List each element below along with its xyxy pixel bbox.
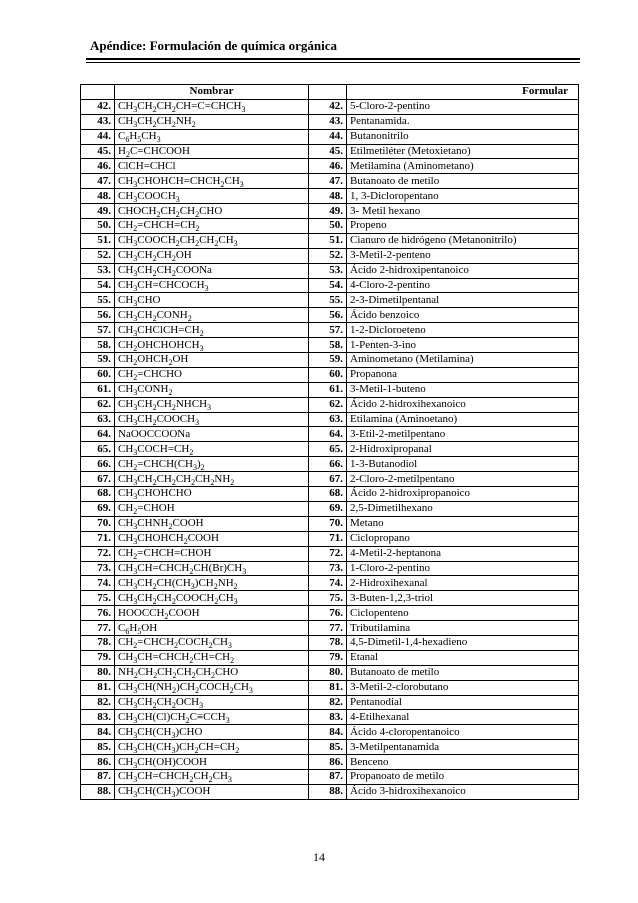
formula-cell: $CH_3CHOHCHO$	[115, 487, 309, 502]
row-number-left: 42.	[81, 99, 115, 114]
formula-cell: $CH_3CH_2CH_2COONa$	[115, 263, 309, 278]
formula-cell: $CH_3CONH_2$	[115, 382, 309, 397]
row-number-right: 45.	[309, 144, 347, 159]
name-cell: 3-Buten-1,2,3-triol	[347, 591, 579, 606]
row-number-left: 84.	[81, 725, 115, 740]
row-number-left: 82.	[81, 695, 115, 710]
formula-cell: ClCH=CHCl	[115, 159, 309, 174]
table-row	[81, 665, 579, 680]
table-row	[81, 457, 579, 472]
table-row	[81, 219, 579, 234]
formula-cell: $CH_3CH_2CH_2CH=C=CHCH_3$	[115, 99, 309, 114]
table-row	[81, 755, 579, 770]
formula-cell: $CH_3CH=CHCOCH_3$	[115, 278, 309, 293]
formula-cell: $CH_3CH_2CH_2CH_2CH_2NH_2$	[115, 472, 309, 487]
formula-cell: $CH_2=CHCH=CH_2$	[115, 219, 309, 234]
table-row	[81, 397, 579, 412]
name-cell: Propeno	[347, 219, 579, 234]
header-rule-thick	[86, 58, 580, 60]
row-number-right: 53.	[309, 263, 347, 278]
name-cell: 3-Etil-2-metilpentano	[347, 427, 579, 442]
row-number-right: 48.	[309, 189, 347, 204]
row-number-right: 52.	[309, 248, 347, 263]
name-cell: Tributilamina	[347, 621, 579, 636]
row-number-left: 88.	[81, 784, 115, 799]
table-row	[81, 204, 579, 219]
table-row	[81, 501, 579, 516]
table-row	[81, 353, 579, 368]
row-number-left: 56.	[81, 308, 115, 323]
row-number-left: 77.	[81, 621, 115, 636]
row-number-left: 60.	[81, 367, 115, 382]
name-cell: Etilmetiléter (Metoxietano)	[347, 144, 579, 159]
row-number-left: 47.	[81, 174, 115, 189]
row-number-right: 68.	[309, 487, 347, 502]
table-row	[81, 263, 579, 278]
table-row	[81, 144, 579, 159]
row-number-left: 71.	[81, 531, 115, 546]
row-number-right: 61.	[309, 382, 347, 397]
formula-cell: $C_6H_5CH_3$	[115, 129, 309, 144]
row-number-left: 86.	[81, 755, 115, 770]
row-number-right: 77.	[309, 621, 347, 636]
table-row	[81, 412, 579, 427]
row-number-left: 87.	[81, 769, 115, 784]
name-cell: 1-Cloro-2-pentino	[347, 561, 579, 576]
table-row	[81, 710, 579, 725]
formula-cell: $CH_3CH=CHCH_2CH=CH_2$	[115, 650, 309, 665]
row-number-right: 86.	[309, 755, 347, 770]
formula-cell: $CH_2=CHCH(CH_3)_2$	[115, 457, 309, 472]
formula-cell: $NH_2CH_2CH_2CH_2CH_2CHO$	[115, 665, 309, 680]
formula-cell: $CH_3CH_2CH(CH_3)CH_2NH_2$	[115, 576, 309, 591]
row-number-left: 76.	[81, 606, 115, 621]
name-cell: 3-Metil-1-buteno	[347, 382, 579, 397]
table-row	[81, 606, 579, 621]
table-row	[81, 695, 579, 710]
table-row	[81, 442, 579, 457]
name-cell: Etilamina (Aminoetano)	[347, 412, 579, 427]
name-cell: 1-Penten-3-ino	[347, 338, 579, 353]
row-number-left: 48.	[81, 189, 115, 204]
table-row	[81, 382, 579, 397]
name-cell: Butanoato de metilo	[347, 665, 579, 680]
name-cell: Ciclopenteno	[347, 606, 579, 621]
name-cell: Pentanamida.	[347, 114, 579, 129]
name-cell: 1-3-Butanodiol	[347, 457, 579, 472]
row-number-right: 71.	[309, 531, 347, 546]
row-number-left: 79.	[81, 650, 115, 665]
name-cell: 3- Metil hexano	[347, 204, 579, 219]
name-cell: Ácido 3-hidroxihexanoico	[347, 784, 579, 799]
name-cell: 4-Metil-2-heptanona	[347, 546, 579, 561]
row-number-right: 74.	[309, 576, 347, 591]
row-number-right: 62.	[309, 397, 347, 412]
formula-cell: $CH_3COOCH_3$	[115, 189, 309, 204]
formula-cell: $CHOCH_2CH_2CH_2CHO$	[115, 204, 309, 219]
name-cell: Ácido 4-cloropentanoico	[347, 725, 579, 740]
table-header-row	[81, 85, 579, 100]
table-row	[81, 576, 579, 591]
formula-cell: $CH_3CH=CHCH_2CH_2CH_3$	[115, 769, 309, 784]
formula-cell: $CH_2OHCH_2OH$	[115, 353, 309, 368]
name-cell: Pentanodial	[347, 695, 579, 710]
row-number-right: 60.	[309, 367, 347, 382]
table-row	[81, 308, 579, 323]
formula-cell: $CH_3CH=CHCH_2CH(Br)CH_3$	[115, 561, 309, 576]
formula-cell: $CH_3CH_2CH_2OH$	[115, 248, 309, 263]
row-number-right: 58.	[309, 338, 347, 353]
name-cell: Butanoato de metilo	[347, 174, 579, 189]
formula-cell: $CH_3CHOHCH_2COOH$	[115, 531, 309, 546]
formula-cell: $CH_3COOCH_2CH_2CH_2CH_3$	[115, 233, 309, 248]
row-number-right: 51.	[309, 233, 347, 248]
table-row	[81, 293, 579, 308]
formula-cell: $CH_3CH(CH_3)COOH$	[115, 784, 309, 799]
row-number-right: 72.	[309, 546, 347, 561]
row-number-left: 85.	[81, 740, 115, 755]
table-row	[81, 591, 579, 606]
formula-cell: $CH_3COCH=CH_2$	[115, 442, 309, 457]
row-number-left: 66.	[81, 457, 115, 472]
header-formular: Formular	[347, 85, 579, 100]
row-number-right: 44.	[309, 129, 347, 144]
formula-cell: $CH_3CH(NH_2)CH_2COCH_2CH_3$	[115, 680, 309, 695]
row-number-right: 81.	[309, 680, 347, 695]
row-number-right: 73.	[309, 561, 347, 576]
row-number-left: 81.	[81, 680, 115, 695]
table-body	[81, 99, 579, 799]
formula-cell: $CH_3CHClCH=CH_2$	[115, 323, 309, 338]
row-number-left: 68.	[81, 487, 115, 502]
table-row	[81, 323, 579, 338]
name-cell: 1-2-Dicloroeteno	[347, 323, 579, 338]
name-cell: 3-Metil-2-penteno	[347, 248, 579, 263]
row-number-left: 63.	[81, 412, 115, 427]
name-cell: 4-Etilhexanal	[347, 710, 579, 725]
formula-cell: $CH_3CH_2CH_2NHCH_3$	[115, 397, 309, 412]
row-number-right: 42.	[309, 99, 347, 114]
row-number-right: 69.	[309, 501, 347, 516]
name-cell: 4,5-Dimetil-1,4-hexadieno	[347, 635, 579, 650]
header-spacer-left	[81, 85, 115, 100]
row-number-right: 82.	[309, 695, 347, 710]
row-number-left: 44.	[81, 129, 115, 144]
row-number-left: 80.	[81, 665, 115, 680]
table-row	[81, 472, 579, 487]
formula-cell: $CH_3CH(Cl)CH_2C\equiv CCH_3$	[115, 710, 309, 725]
row-number-right: 55.	[309, 293, 347, 308]
formula-cell: $CH_2OHCHOHCH_3$	[115, 338, 309, 353]
row-number-right: 54.	[309, 278, 347, 293]
row-number-left: 58.	[81, 338, 115, 353]
row-number-right: 85.	[309, 740, 347, 755]
row-number-right: 67.	[309, 472, 347, 487]
table-row	[81, 635, 579, 650]
name-cell: 2-Cloro-2-metilpentano	[347, 472, 579, 487]
table-row	[81, 159, 579, 174]
row-number-left: 73.	[81, 561, 115, 576]
row-number-right: 66.	[309, 457, 347, 472]
row-number-left: 65.	[81, 442, 115, 457]
name-cell: Etanal	[347, 650, 579, 665]
row-number-left: 64.	[81, 427, 115, 442]
header-spacer-right	[309, 85, 347, 100]
formula-cell: $CH_3CH_2CONH_2$	[115, 308, 309, 323]
page-header-title: Apéndice: Formulación de química orgánica	[90, 38, 337, 53]
row-number-left: 52.	[81, 248, 115, 263]
formula-cell: $CH_3CH_2CH_2NH_2$	[115, 114, 309, 129]
row-number-right: 63.	[309, 412, 347, 427]
table-row	[81, 621, 579, 636]
row-number-left: 57.	[81, 323, 115, 338]
name-cell: Ácido 2-hidroxipentanoico	[347, 263, 579, 278]
name-cell: 3-Metil-2-clorobutano	[347, 680, 579, 695]
table-row	[81, 680, 579, 695]
table-row	[81, 233, 579, 248]
row-number-left: 46.	[81, 159, 115, 174]
row-number-right: 56.	[309, 308, 347, 323]
row-number-right: 84.	[309, 725, 347, 740]
formula-cell: $CH_3CH(CH_3)CHO$	[115, 725, 309, 740]
page-number: 14	[313, 850, 325, 864]
table-row	[81, 367, 579, 382]
name-cell: Butanonitrilo	[347, 129, 579, 144]
table-row	[81, 546, 579, 561]
formula-cell: $CH_2=CHCHO$	[115, 367, 309, 382]
name-cell: 2,5-Dimetilhexano	[347, 501, 579, 516]
table-row	[81, 248, 579, 263]
row-number-right: 59.	[309, 353, 347, 368]
table-row	[81, 740, 579, 755]
row-number-left: 49.	[81, 204, 115, 219]
row-number-right: 83.	[309, 710, 347, 725]
name-cell: 3-Metilpentanamida	[347, 740, 579, 755]
table-row	[81, 189, 579, 204]
row-number-right: 75.	[309, 591, 347, 606]
formula-cell: $CH_3CHO$	[115, 293, 309, 308]
table-row	[81, 769, 579, 784]
row-number-left: 51.	[81, 233, 115, 248]
exercise-table	[80, 84, 579, 800]
table-row	[81, 487, 579, 502]
name-cell: Ácido 2-hidroxipropanoico	[347, 487, 579, 502]
table-row	[81, 784, 579, 799]
name-cell: Propanoato de metilo	[347, 769, 579, 784]
formula-cell: NaOOCCOONa	[115, 427, 309, 442]
table-row	[81, 650, 579, 665]
row-number-left: 78.	[81, 635, 115, 650]
row-number-left: 72.	[81, 546, 115, 561]
formula-cell: $CH_2=CHCH_2COCH_2CH_3$	[115, 635, 309, 650]
row-number-right: 64.	[309, 427, 347, 442]
name-cell: 1, 3-Dicloropentano	[347, 189, 579, 204]
row-number-right: 87.	[309, 769, 347, 784]
row-number-left: 45.	[81, 144, 115, 159]
name-cell: Ácido benzoico	[347, 308, 579, 323]
row-number-left: 74.	[81, 576, 115, 591]
row-number-left: 75.	[81, 591, 115, 606]
formula-cell: $CH_3CH(OH)COOH$	[115, 755, 309, 770]
formula-cell: $HOOCCH_2COOH$	[115, 606, 309, 621]
row-number-right: 70.	[309, 516, 347, 531]
table-row	[81, 114, 579, 129]
table-row	[81, 129, 579, 144]
row-number-right: 46.	[309, 159, 347, 174]
name-cell: 2-Hidroxipropanal	[347, 442, 579, 457]
row-number-right: 65.	[309, 442, 347, 457]
row-number-left: 59.	[81, 353, 115, 368]
table-row	[81, 174, 579, 189]
formula-cell: $CH_3CH_2COOCH_3$	[115, 412, 309, 427]
name-cell: Aminometano (Metilamina)	[347, 353, 579, 368]
row-number-right: 49.	[309, 204, 347, 219]
formula-cell: $CH_3CH_2CH_2OCH_3$	[115, 695, 309, 710]
name-cell: Metilamina (Aminometano)	[347, 159, 579, 174]
formula-cell: $CH_3CHNH_2COOH$	[115, 516, 309, 531]
name-cell: Ácido 2-hidroxihexanoico	[347, 397, 579, 412]
row-number-left: 61.	[81, 382, 115, 397]
formula-cell: $CH_3CH(CH_3)CH_2CH=CH_2$	[115, 740, 309, 755]
row-number-left: 83.	[81, 710, 115, 725]
row-number-left: 50.	[81, 219, 115, 234]
table-row	[81, 278, 579, 293]
formula-cell: $C_6H_5OH$	[115, 621, 309, 636]
table-row	[81, 99, 579, 114]
row-number-left: 62.	[81, 397, 115, 412]
table-row	[81, 427, 579, 442]
name-cell: Cianuro de hidrógeno (Metanonitrilo)	[347, 233, 579, 248]
row-number-left: 53.	[81, 263, 115, 278]
name-cell: 2-Hidroxihexanal	[347, 576, 579, 591]
name-cell: Benceno	[347, 755, 579, 770]
table-row	[81, 561, 579, 576]
formula-cell: $CH_3CHOHCH=CHCH_2CH_3$	[115, 174, 309, 189]
formula-cell: $CH_2=CHCH=CHOH$	[115, 546, 309, 561]
row-number-left: 43.	[81, 114, 115, 129]
row-number-right: 79.	[309, 650, 347, 665]
row-number-left: 70.	[81, 516, 115, 531]
formula-cell: $H_2C=CHCOOH$	[115, 144, 309, 159]
table-row	[81, 516, 579, 531]
name-cell: 5-Cloro-2-pentino	[347, 99, 579, 114]
row-number-right: 43.	[309, 114, 347, 129]
row-number-right: 50.	[309, 219, 347, 234]
formula-cell: $CH_2=CHOH$	[115, 501, 309, 516]
header-nombrar: Nombrar	[115, 85, 309, 100]
name-cell: Propanona	[347, 367, 579, 382]
row-number-right: 78.	[309, 635, 347, 650]
formula-cell: $CH_3CH_2CH_2COOCH_2CH_3$	[115, 591, 309, 606]
row-number-right: 76.	[309, 606, 347, 621]
row-number-left: 69.	[81, 501, 115, 516]
row-number-right: 80.	[309, 665, 347, 680]
table-row	[81, 725, 579, 740]
table-row	[81, 338, 579, 353]
row-number-left: 55.	[81, 293, 115, 308]
row-number-left: 67.	[81, 472, 115, 487]
row-number-left: 54.	[81, 278, 115, 293]
name-cell: Metano	[347, 516, 579, 531]
name-cell: 4-Cloro-2-pentino	[347, 278, 579, 293]
row-number-right: 88.	[309, 784, 347, 799]
name-cell: Ciclopropano	[347, 531, 579, 546]
table-row	[81, 531, 579, 546]
row-number-right: 57.	[309, 323, 347, 338]
name-cell: 2-3-Dimetilpentanal	[347, 293, 579, 308]
header-rule-thin	[86, 62, 580, 63]
row-number-right: 47.	[309, 174, 347, 189]
